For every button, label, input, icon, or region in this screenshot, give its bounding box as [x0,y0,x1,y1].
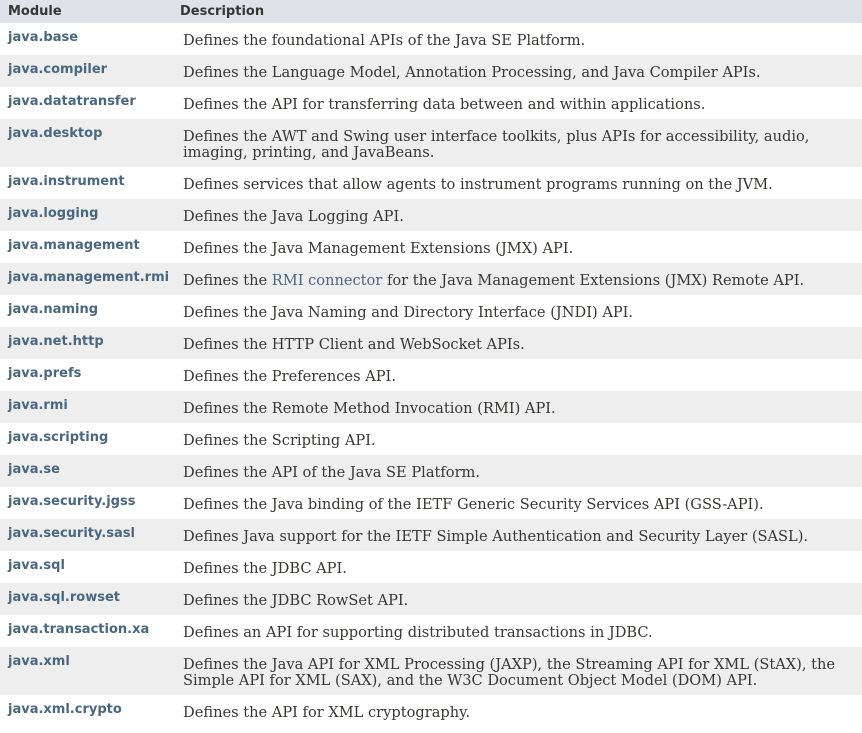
module-link[interactable]: java.transaction.xa [8,622,150,637]
module-link[interactable]: java.se [8,462,60,477]
module-link[interactable]: java.datatransfer [8,94,136,109]
table-row [0,119,862,167]
description-column-header: Description [177,0,862,23]
table-row [0,23,862,55]
table-row [0,167,862,199]
table-row [0,231,862,263]
module-description: Defines the Java API for XML Processing (JAXP), the Streaming API for XML (StAX), the Simple API for XML (SAX), and the W3C Document Object Model (DOM) API. [183,656,836,689]
module-link[interactable]: java.logging [8,206,99,221]
module-description: Defines the foundational APIs of the Java SE Platform. [183,32,586,49]
module-description: Defines the Scripting API. [183,432,376,449]
module-link[interactable]: java.sql.rowset [8,590,120,605]
module-link[interactable]: java.security.jgss [8,494,136,509]
table-row [0,695,862,727]
module-description: Defines the Language Model, Annotation Processing, and Java Compiler APIs. [183,64,761,81]
module-description: Defines the Java binding of the IETF Generic Security Services API (GSS-API). [183,496,764,513]
module-link[interactable]: java.base [8,30,79,45]
table-row [0,423,862,455]
table-row [0,55,862,87]
table-row [0,359,862,391]
module-description: Defines Java support for the IETF Simple Authentication and Security Layer (SASL). [183,528,809,545]
module-description: Defines the API of the Java SE Platform. [183,464,481,481]
rmi-connector-link[interactable]: RMI connector [271,272,383,289]
module-link[interactable]: java.management.rmi [8,270,170,285]
module-description: Defines the Remote Method Invocation (RMI) API. [183,400,556,417]
module-link[interactable]: java.net.http [8,334,104,349]
module-description: Defines the API for transferring data between and within applications. [183,96,706,113]
table-row [0,87,862,119]
module-description: Defines the HTTP Client and WebSocket APIs. [183,336,525,353]
table-row [0,487,862,519]
module-link[interactable]: java.management [8,238,140,253]
module-description: Defines services that allow agents to instrument programs running on the JVM. [183,176,773,193]
module-description: Defines an API for supporting distributed transactions in JDBC. [183,624,653,641]
module-link[interactable]: java.security.sasl [8,526,135,541]
description-text: for the Java Management Extensions (JMX) Remote API. [382,272,805,289]
module-description: Defines the AWT and Swing user interface toolkits, plus APIs for accessibility, audio, imaging, printing, and JavaBeans. [183,128,810,161]
module-link[interactable]: java.sql [8,558,65,573]
table-row [0,263,862,295]
module-link[interactable]: java.compiler [8,62,108,77]
table-row [0,327,862,359]
table-row [0,295,862,327]
module-link[interactable]: java.prefs [8,366,82,381]
table-row [0,551,862,583]
table-row [0,615,862,647]
module-column-header: Module [0,0,177,23]
table-row [0,519,862,551]
module-description: Defines the JDBC RowSet API. [183,592,409,609]
table-row [0,583,862,615]
table-row [0,647,862,695]
module-link[interactable]: java.naming [8,302,99,317]
table-row [0,455,862,487]
module-description: Defines the Java Logging API. [183,208,404,225]
module-description: Defines the API for XML cryptography. [183,704,471,721]
module-description: Defines the JDBC API. [183,560,347,577]
table-header-row [0,0,862,23]
module-link[interactable]: java.xml [8,654,70,669]
description-text: Defines the [183,272,272,289]
module-description: Defines the Preferences API. [183,368,396,385]
table-row [0,391,862,423]
module-description: Defines the Java Naming and Directory Interface (JNDI) API. [183,304,634,321]
module-link[interactable]: java.xml.crypto [8,702,122,717]
module-link[interactable]: java.scripting [8,430,109,445]
module-link[interactable]: java.instrument [8,174,125,189]
module-description [177,263,862,295]
module-description: Defines the Java Management Extensions (JMX) API. [183,240,574,257]
table-row [0,199,862,231]
module-link[interactable]: java.rmi [8,398,68,413]
module-link[interactable]: java.desktop [8,126,103,141]
